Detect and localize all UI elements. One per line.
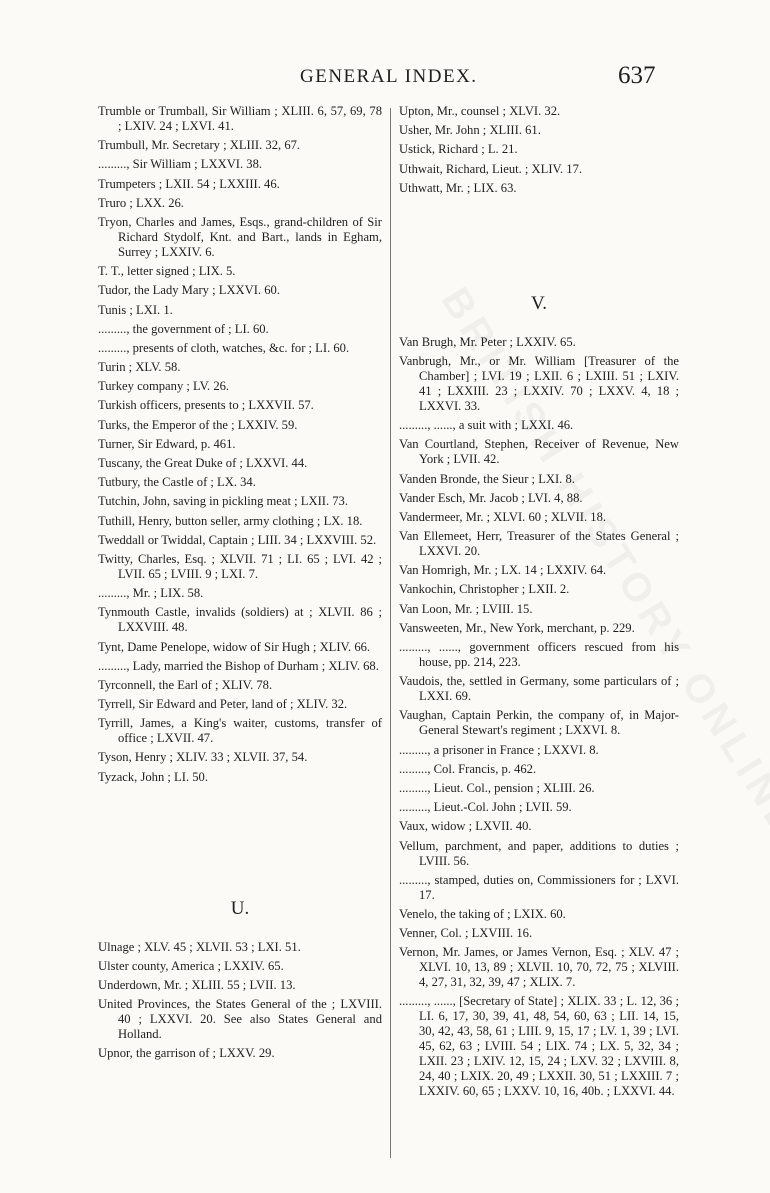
index-entry: Turner, Sir Edward, p. 461. <box>98 436 236 451</box>
index-entry: Upton, Mr., counsel ; XLVI. 32. <box>399 104 561 118</box>
index-entry: ........., ......, a suit with ; LXXI. 46. <box>399 418 574 433</box>
index-entry: ........., Lieut. Col., pension ; XLIII. 26. <box>399 780 595 795</box>
index-entry: Vankochin, Christopher ; LXII. 2. <box>399 582 570 597</box>
index-entry: Upnor, the garrison of ; LXXV. 29. <box>98 1046 275 1061</box>
index-entry: Tyzack, John ; LI. 50. <box>98 769 208 784</box>
column-divider <box>390 108 391 1158</box>
index-entry: Vanbrugh, Mr., or Mr. William [Treasurer of the Chamber] ; LVI. 19 ; LXII. 6 ; LXIII. 51 ; LXIV. 41 ; LXXIII. 23 ; LXXIV. 70 ; LXXV. 4, 18 ; LXXVI. 33. <box>399 353 679 413</box>
index-entry: Tyrconnell, the Earl of ; XLIV. 78. <box>98 677 273 692</box>
index-entry: Tweddall or Twiddal, Captain ; LIII. 34 ; LXXVIII. 52. <box>98 532 377 547</box>
index-entry: Vernon, Mr. James, or James Vernon, Esq. ; XLV. 47 ; XLVI. 10, 13, 89 ; XLVII. 10, 70, 72, 75 ; XLVIII. 4, 27, 31, 32, 39, 47 ; XLIX. 7. <box>399 945 679 990</box>
left-column <box>98 104 382 1066</box>
index-entry: Trumble or Trumball, Sir William ; XLIII. 6, 57, 69, 78 ; LXIV. 24 ; LXVI. 41. <box>98 104 382 133</box>
index-entry: Tudor, the Lady Mary ; LXXVI. 60. <box>98 283 280 298</box>
index-entry: ........., Lady, married the Bishop of Durham ; XLIV. 68. <box>98 658 379 673</box>
index-entry: Truro ; LXX. 26. <box>98 195 184 210</box>
index-entry: Uthwatt, Mr. ; LIX. 63. <box>399 180 517 195</box>
index-entry: T. T., letter signed ; LIX. 5. <box>98 264 236 279</box>
index-entry: ........., a prisoner in France ; LXXVI. 8. <box>399 742 599 757</box>
index-entry: Turkey company ; LV. 26. <box>98 379 230 394</box>
index-entry: ........., presents of cloth, watches, &c. for ; LI. 60. <box>98 340 350 355</box>
index-entry: Turks, the Emperor of the ; LXXIV. 59. <box>98 417 298 432</box>
index-entry: Vaughan, Captain Perkin, the company of, in Major-General Stewart's regiment ; LXXVI. 8. <box>399 708 679 738</box>
index-entry: ........., the government of ; LI. 60. <box>98 321 269 336</box>
index-entry: Tutbury, the Castle of ; LX. 34. <box>98 475 256 490</box>
index-entry: Usher, Mr. John ; XLIII. 61. <box>399 123 541 138</box>
index-entry: ........., ......, government officers rescued from his house, pp. 214, 223. <box>399 640 679 669</box>
right-column <box>399 104 679 1104</box>
index-entry: Tuthill, Henry, button seller, army clothing ; LX. 18. <box>98 513 363 528</box>
index-entry: ........., Col. Francis, p. 462. <box>399 761 537 776</box>
index-entry: Underdown, Mr. ; XLIII. 55 ; LVII. 13. <box>98 978 296 992</box>
index-entry: Tynt, Dame Penelope, widow of Sir Hugh ; XLIV. 66. <box>98 639 371 654</box>
index-entry: Tutchin, John, saving in pickling meat ; LXII. 73. <box>98 494 348 509</box>
section-heading-u: U. <box>230 897 250 919</box>
index-entry: Van Ellemeet, Herr, Treasurer of the States General ; LXXVI. 20. <box>399 529 679 559</box>
index-entry: Vaudois, the, settled in Germany, some particulars of ; LXXI. 69. <box>399 674 679 704</box>
page-header <box>0 64 770 94</box>
index-entry: Vaux, widow ; LXVII. 40. <box>399 819 532 834</box>
index-entry: Tryon, Charles and James, Esqs., grand-children of Sir Richard Stydolf, Knt. and Bart., lands in Egham, Surrey ; LXXIV. 6. <box>98 214 382 259</box>
index-entry: Twitty, Charles, Esq. ; XLVII. 71 ; LI. 65 ; LVI. 42 ; LVII. 65 ; LVIII. 9 ; LXI. 7. <box>98 551 382 581</box>
index-entry: Van Courtland, Stephen, Receiver of Revenue, New York ; LVII. 42. <box>399 437 679 467</box>
index-entry: Vander Esch, Mr. Jacob ; LVI. 4, 88. <box>399 490 583 505</box>
index-entry: Turkish officers, presents to ; LXXVII. 57. <box>98 398 314 413</box>
index-entry: Vandermeer, Mr. ; XLVI. 60 ; XLVII. 18. <box>399 509 607 524</box>
index-entry: Vansweeten, Mr., New York, merchant, p. 229. <box>399 620 635 635</box>
index-entry: Ulster county, America ; LXXIV. 65. <box>98 958 284 973</box>
index-entry: Ustick, Richard ; L. 21. <box>399 142 518 157</box>
page-number: 637 <box>618 62 656 89</box>
page-title: GENERAL INDEX. <box>300 66 478 87</box>
index-entry: Tyrrill, James, a King's waiter, customs, transfer of office ; LXVII. 47. <box>98 716 382 746</box>
index-entry: ........., Lieut.-Col. John ; LVII. 59. <box>399 800 572 815</box>
index-entry: Van Homrigh, Mr. ; LX. 14 ; LXXIV. 64. <box>399 563 607 578</box>
index-entry: ........., Mr. ; LIX. 58. <box>98 586 204 601</box>
index-entry: Trumbull, Mr. Secretary ; XLIII. 32, 67. <box>98 138 301 153</box>
index-entry: Venelo, the taking of ; LXIX. 60. <box>399 906 566 921</box>
index-entry: Vellum, parchment, and paper, additions to duties ; LVIII. 56. <box>399 838 679 868</box>
index-entry: Ulnage ; XLV. 45 ; XLVII. 53 ; LXI. 51. <box>98 939 301 954</box>
index-entry: Trumpeters ; LXII. 54 ; LXXIII. 46. <box>98 176 280 191</box>
index-entry: Van Loon, Mr. ; LVIII. 15. <box>399 601 533 616</box>
index-entry: ........., stamped, duties on, Commissioners for ; LXVI. 17. <box>399 872 679 902</box>
index-entry: ........., ......, [Secretary of State] ; XLIX. 33 ; L. 12, 36 ; LI. 6, 17, 30, 39, 41, 48, 54, 60, 63 ; LII. 14, 15, 30, 42, 43, 58, 61 ; LIII. 9, 15, 17 ; LV. 1, 39 ; LVI. 45, 62, 63 ; LVIII. 54 ; LIX. 74 ; LX. 5, 32, 34 ; LXII. 23 ; LXIV. 12, 15, 24 ; LXV. 32 ; LXVIII. 8, 24, 40 ; LXIX. 20, 49 ; LXXII. 30, 51 ; LXXIII. 7 ; LXXIV. 60, 65 ; LXXV. 10, 16, 40b. ; LXXVI. 44. <box>399 994 679 1099</box>
index-entry: Tyson, Henry ; XLIV. 33 ; XLVII. 37, 54. <box>98 750 308 765</box>
index-entry: Tuscany, the Great Duke of ; LXXVI. 44. <box>98 456 308 470</box>
index-entry: Tyrrell, Sir Edward and Peter, land of ; XLIV. 32. <box>98 697 348 712</box>
index-entry: Turin ; XLV. 58. <box>98 360 181 375</box>
index-entry: Tynmouth Castle, invalids (soldiers) at ; XLVII. 86 ; LXXVIII. 48. <box>98 605 382 635</box>
index-entry: Vanden Bronde, the Sieur ; LXI. 8. <box>399 471 575 486</box>
index-entry: ........., Sir William ; LXXVI. 38. <box>98 157 263 172</box>
index-entry: United Provinces, the States General of the ; LXVIII. 40 ; LXXVI. 20. See also States General and Holland. <box>98 997 382 1042</box>
index-entry: Tunis ; LXI. 1. <box>98 302 173 317</box>
index-entry: Uthwait, Richard, Lieut. ; XLIV. 17. <box>399 161 583 176</box>
index-entry: Van Brugh, Mr. Peter ; LXXIV. 65. <box>399 334 576 349</box>
section-heading-v: V. <box>530 292 548 314</box>
index-entry: Venner, Col. ; LXVIII. 16. <box>399 926 533 941</box>
